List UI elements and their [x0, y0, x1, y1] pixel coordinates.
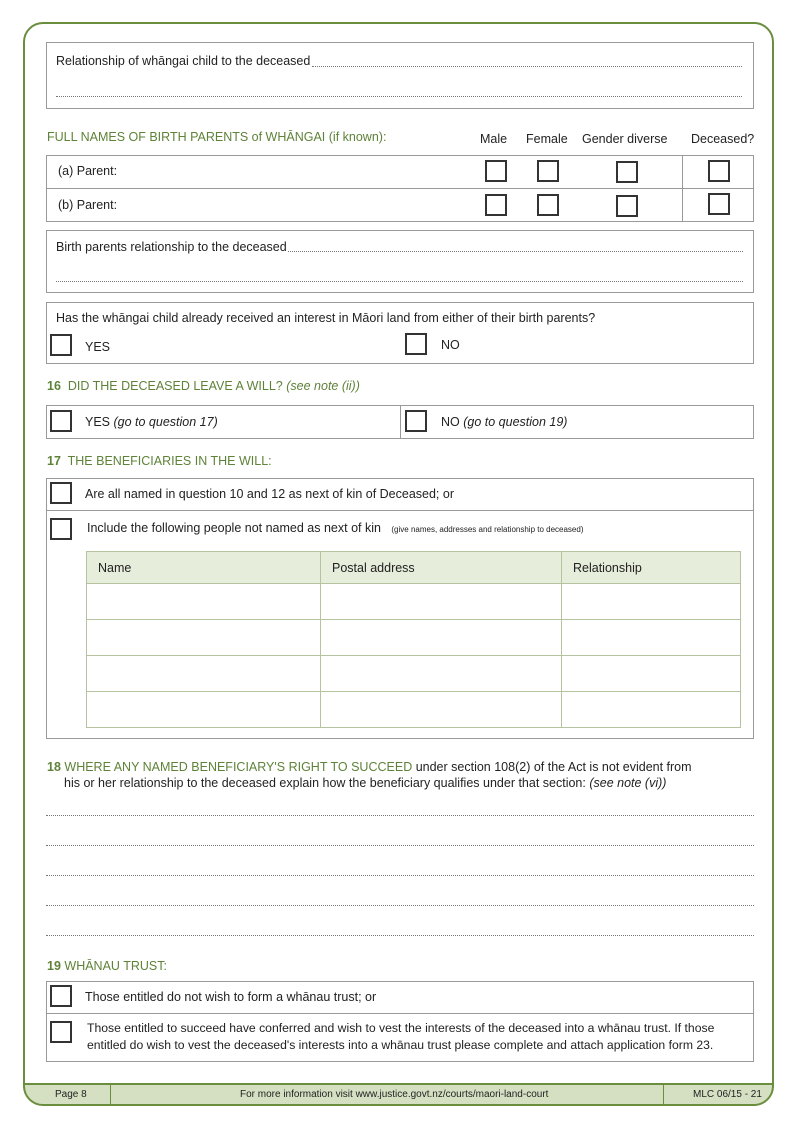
parent-a-female-checkbox[interactable]	[537, 160, 559, 182]
whangai-relationship-input-line2[interactable]	[56, 96, 742, 97]
table-header-row	[87, 552, 741, 584]
page-footer	[23, 1083, 774, 1106]
received-interest-yes-checkbox[interactable]	[50, 334, 72, 356]
q19-number: 19	[47, 959, 61, 973]
q17-title: THE BENEFICIARIES IN THE WILL:	[67, 454, 272, 468]
postal-address-cell[interactable]	[321, 620, 562, 656]
footer-info-link[interactable]: For more information visit www.justice.govt.nz/courts/maori-land-court	[240, 1089, 549, 1100]
q16-heading	[47, 379, 360, 393]
q19-option2-checkbox[interactable]	[50, 1021, 72, 1043]
q16-title: DID THE DECEASED LEAVE A WILL?	[67, 379, 283, 393]
q19-option1-label: Those entitled do not wish to form a whānau trust; or	[85, 990, 377, 1004]
relationship-cell[interactable]	[562, 584, 741, 620]
divider	[46, 188, 754, 189]
q17-option2-label	[87, 521, 584, 535]
birth-parents-heading: FULL NAMES OF BIRTH PARENTS of WHĀNGAI (if known):	[47, 130, 387, 144]
parent-a-gender-diverse-checkbox[interactable]	[616, 161, 638, 183]
q16-yes-checkbox[interactable]	[50, 410, 72, 432]
whangai-relationship-box	[46, 42, 754, 109]
footer-form-code: MLC 06/15 - 21	[693, 1089, 762, 1100]
table-row	[87, 656, 741, 692]
q16-no-note: (go to question 19)	[463, 415, 568, 429]
q19-option2-line1: Those entitled to succeed have conferred and wish to vest the interests of the deceased into a whānau trust. If those	[87, 1021, 715, 1035]
name-cell[interactable]	[87, 584, 321, 620]
q18-answer-line[interactable]	[46, 935, 754, 936]
q19-heading	[47, 959, 167, 973]
q17-option2-text: Include the following people not named as next of kin	[87, 521, 381, 535]
divider	[46, 1013, 754, 1014]
relationship-cell[interactable]	[562, 620, 741, 656]
parent-a-male-checkbox[interactable]	[485, 160, 507, 182]
table-row	[87, 620, 741, 656]
parent-a-deceased-checkbox[interactable]	[708, 160, 730, 182]
received-interest-question: Has the whāngai child already received an interest in Māori land from either of their birth parents?	[56, 311, 596, 325]
q18-line1	[47, 760, 692, 774]
q17-number: 17	[47, 454, 61, 468]
header-relationship: Relationship	[562, 552, 741, 584]
received-interest-yes-label: YES	[85, 340, 111, 354]
q18-answer-line[interactable]	[46, 875, 754, 876]
postal-address-cell[interactable]	[321, 656, 562, 692]
q16-no-checkbox[interactable]	[405, 410, 427, 432]
birth-parents-relationship-label: Birth parents relationship to the deceased	[56, 240, 287, 254]
whangai-relationship-input[interactable]	[312, 66, 742, 67]
parent-b-female-checkbox[interactable]	[537, 194, 559, 216]
col-deceased: Deceased?	[691, 132, 755, 146]
relationship-cell[interactable]	[562, 692, 741, 728]
parent-b-label: (b) Parent:	[58, 198, 118, 212]
q18-text1: under section 108(2) of the Act is not evident from	[415, 760, 692, 774]
divider	[46, 510, 754, 511]
q18-line2	[64, 776, 666, 790]
q16-yes-text: YES	[85, 415, 111, 429]
q18-answer-line[interactable]	[46, 905, 754, 906]
q18-answer-line[interactable]	[46, 815, 754, 816]
parent-b-gender-diverse-checkbox[interactable]	[616, 195, 638, 217]
postal-address-cell[interactable]	[321, 584, 562, 620]
header-postal-address: Postal address	[321, 552, 562, 584]
parent-b-male-checkbox[interactable]	[485, 194, 507, 216]
birth-parents-relationship-input[interactable]	[288, 251, 743, 252]
q18-number: 18	[47, 760, 61, 774]
q18-answer-line[interactable]	[46, 845, 754, 846]
footer-page-number: Page 8	[55, 1089, 87, 1100]
name-cell[interactable]	[87, 656, 321, 692]
birth-parents-relationship-input-line2[interactable]	[56, 281, 743, 282]
divider	[110, 1085, 111, 1104]
parent-a-label: (a) Parent:	[58, 164, 118, 178]
q18-title: WHERE ANY NAMED BENEFICIARY'S RIGHT TO SUCCEED	[64, 760, 413, 774]
q16-no-text: NO	[441, 415, 460, 429]
q17-heading	[47, 454, 272, 468]
table-row	[87, 692, 741, 728]
name-cell[interactable]	[87, 692, 321, 728]
header-name: Name	[87, 552, 321, 584]
col-male: Male	[480, 132, 508, 146]
q17-option2-checkbox[interactable]	[50, 518, 72, 540]
beneficiaries-table	[86, 551, 741, 728]
divider	[682, 155, 683, 222]
relationship-cell[interactable]	[562, 656, 741, 692]
q18-note: (see note (vi))	[589, 776, 667, 790]
received-interest-no-label: NO	[441, 338, 460, 352]
table-row	[87, 584, 741, 620]
parent-b-deceased-checkbox[interactable]	[708, 193, 730, 215]
divider	[400, 405, 401, 439]
col-female: Female	[526, 132, 568, 146]
q17-option1-checkbox[interactable]	[50, 482, 72, 504]
q17-option1-label: Are all named in question 10 and 12 as next of kin of Deceased; or	[85, 487, 454, 501]
q16-number: 16	[47, 379, 61, 393]
q19-option1-checkbox[interactable]	[50, 985, 72, 1007]
q19-option2-line2: entitled do wish to vest the deceased's interests into a whānau trust please complete and attach application form 23.	[87, 1038, 714, 1052]
q19-title: WHĀNAU TRUST:	[64, 959, 167, 973]
q16-no-label	[441, 415, 567, 429]
q16-note: (see note (ii))	[286, 379, 360, 393]
received-interest-no-checkbox[interactable]	[405, 333, 427, 355]
col-gender-diverse: Gender diverse	[582, 132, 668, 146]
q18-text2: his or her relationship to the deceased explain how the beneficiary qualifies under that section:	[64, 776, 586, 790]
name-cell[interactable]	[87, 620, 321, 656]
postal-address-cell[interactable]	[321, 692, 562, 728]
q16-yes-label	[85, 415, 218, 429]
divider	[663, 1085, 664, 1104]
q17-option2-note: (give names, addresses and relationship to deceased)	[391, 525, 584, 534]
q16-yes-note: (go to question 17)	[113, 415, 218, 429]
whangai-relationship-label: Relationship of whāngai child to the deceased	[56, 54, 311, 68]
